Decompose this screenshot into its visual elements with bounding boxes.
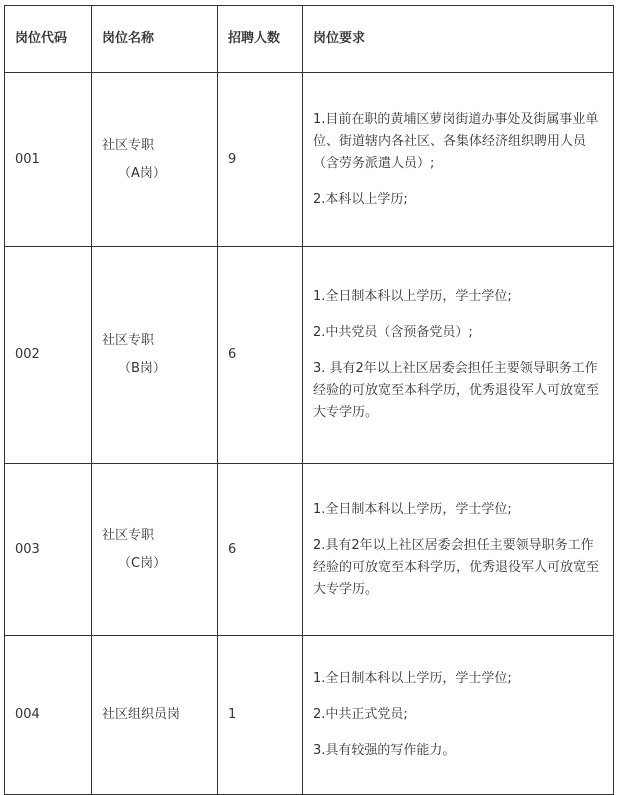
requirements-cell <box>303 73 614 247</box>
position-name-cell <box>92 73 218 247</box>
table-row <box>5 636 614 795</box>
requirement-item: 1.全日制本科以上学历，学士学位; <box>313 501 512 517</box>
position-name-line1: 社区专职 <box>102 137 155 153</box>
header-position-code: 岗位代码 <box>5 6 92 73</box>
table-row <box>5 464 614 636</box>
position-name-line1: 社区专职 <box>102 333 155 348</box>
position-name-line2: （A岗） <box>118 165 166 181</box>
requirement-item: 3. 具有2年以上社区居委会担任主要领导职务工作经验的可放宽至本科学历，优秀退役军人可放宽至大专学历。 <box>313 361 600 420</box>
position-name-line1: 社区专职 <box>102 527 155 543</box>
requirement-item: 1.目前在职的黄埔区萝岗街道办事处及街属事业单位、街道辖内各社区、各集体经济组织聘用人员（含劳务派遣人员）; <box>313 111 599 171</box>
requirement-item: 2.本科以上学历; <box>313 191 408 207</box>
position-name-cell <box>92 247 218 464</box>
position-code-cell: 002 <box>5 247 92 464</box>
position-name-cell <box>92 464 218 636</box>
requirement-item: 1.全日制本科以上学历，学士学位; <box>313 671 512 686</box>
requirements-cell <box>303 247 614 464</box>
position-name-line2: （C岗） <box>118 555 167 571</box>
position-code-cell: 001 <box>5 73 92 247</box>
recruit-count-cell: 1 <box>218 636 303 795</box>
requirements-cell <box>303 636 614 795</box>
header-position-name: 岗位名称 <box>92 6 218 73</box>
position-name-cell <box>92 636 218 795</box>
recruit-count-cell: 6 <box>218 464 303 636</box>
requirement-item: 1.全日制本科以上学历，学士学位; <box>313 289 512 304</box>
requirement-item: 2.中共正式党员; <box>313 707 408 722</box>
header-recruit-count: 招聘人数 <box>218 6 303 73</box>
position-code-cell: 004 <box>5 636 92 795</box>
position-code-cell: 003 <box>5 464 92 636</box>
recruitment-table <box>4 5 614 795</box>
recruit-count-cell: 9 <box>218 73 303 247</box>
table-header-row <box>5 6 614 73</box>
requirement-item: 2.具有2年以上社区居委会担任主要领导职务工作经验的可放宽至本科学历，优秀退役军人可放宽至大专学历。 <box>313 537 600 597</box>
recruit-count-cell: 6 <box>218 247 303 464</box>
position-name-line2: （B岗） <box>118 361 166 376</box>
header-requirements: 岗位要求 <box>303 6 614 73</box>
table-row <box>5 73 614 247</box>
table-row <box>5 247 614 464</box>
position-name-line1: 社区组织员岗 <box>102 707 181 722</box>
requirements-cell <box>303 464 614 636</box>
requirement-item: 2.中共党员（含预备党员）; <box>313 325 473 340</box>
requirement-item: 3.具有较强的写作能力。 <box>313 743 456 758</box>
